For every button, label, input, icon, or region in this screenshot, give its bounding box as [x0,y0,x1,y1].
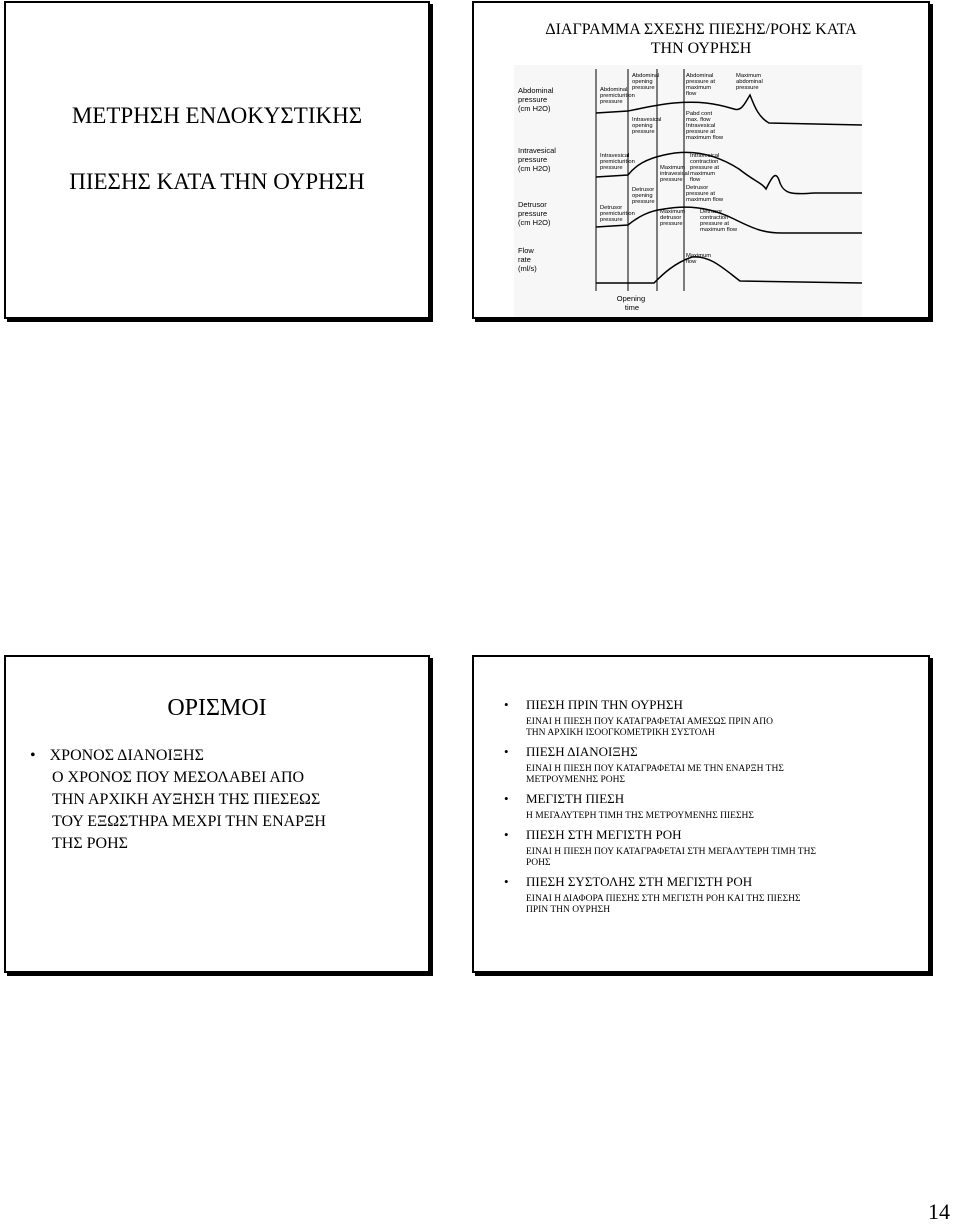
definition-text-line: ΤΗΝ ΑΡΧΙΚΗ ΙΣΟΟΓΚΟΜΕΤΡΙΚΗ ΣΥΣΤΟΛΗ [526,728,715,738]
definition-item [504,827,908,869]
definition-text-line: Η ΜΕΓΑΛΥΤΕΡΗ ΤΙΜΗ ΤΗΣ ΜΕΤΡΟΥΜΕΝΗΣ ΠΙΕΣΗΣ [526,811,754,821]
definition-heading: ΠΙΕΣΗ ΣΤΗ ΜΕΓΙΣΤΗ ΡΟΗ [526,827,682,842]
det-opening-label: Detrusor opening pressure [632,187,655,205]
slide-3-title: ΟΡΙΣΜΟΙ [167,695,267,721]
flow-max-label: Maximum flow [686,253,712,265]
intra-premicturition-label: Intravesical premicturition pressure [600,153,635,171]
bullet-glyph: • [504,827,509,842]
definition-heading: ΠΙΕΣΗ ΣΥΣΤΟΛΗΣ ΣΤΗ ΜΕΓΙΣΤΗ ΡΟΗ [526,874,753,889]
abd-max-label: Maximum abdominal pressure [736,73,763,91]
abd-premicturition-label: Abdominal premicturition pressure [600,87,635,105]
definition-text-line: ΕΙΝΑΙ Η ΠΙΕΣΗ ΠΟΥ ΚΑΤΑΓΡΑΦΕΤΑΙ ΣΤΗ ΜΕΓΑΛΥΤΕΡΗ ΤΙΜΗ ΤΗΣ [526,847,816,857]
slide-2-title [474,20,928,58]
definition-item [504,744,908,786]
slide-4 [472,655,930,973]
definition-item [504,791,908,822]
pressure-flow-diagram [514,65,862,317]
definition-text-line: ΕΙΝΑΙ Η ΔΙΑΦΟΡΑ ΠΙΕΣΗΣ ΣΤΗ ΜΕΓΙΣΤΗ ΡΟΗ ΚΑΙ ΤΗΣ ΠΙΕΣΗΣ [526,894,801,904]
slide-4-body [504,697,908,921]
bullet-item [30,745,408,767]
slide-1-title-line-2: ΠΙΕΣΗΣ ΚΑΤΑ ΤΗΝ ΟΥΡΗΣΗ [69,169,365,194]
intra-max-flow-label: Intravesical pressure at maximum flow [686,123,724,141]
slide-1-title-line-1: ΜΕΤΡΗΣΗ ΕΝΔΟΚΥΣΤΙΚΗΣ [71,103,363,128]
slide-2-title-line-2: ΤΗΝ ΟΥΡΗΣΗ [650,40,752,57]
slide-2-title-line-1: ΔΙΑΓΡΑΜΜΑ ΣΧΕΣΗΣ ΠΙΕΣΗΣ/ΡΟΗΣ ΚΑΤΑ [545,21,857,38]
definition-heading: ΠΙΕΣΗ ΠΡΙΝ ΤΗΝ ΟΥΡΗΣΗ [526,697,683,712]
intra-max-label: Maximum intravesical pressure [660,165,689,183]
abd-opening-label: Abdominal opening pressure [632,73,660,91]
slide-3-body [30,745,408,855]
definition-text-line: ΜΕΤΡΟΥΜΕΝΗΣ ΡΟΗΣ [526,775,625,785]
intra-opening-label: Intravesical opening pressure [632,117,662,135]
slide-2 [472,1,930,319]
det-contraction-label: Detrusor contraction pressure at maximum flow [700,209,738,233]
det-max-flow-label: Detrusor pressure at maximum flow [686,185,724,203]
definition-heading: ΠΙΕΣΗ ΔΙΑΝΟΙΞΗΣ [526,744,638,759]
definition-line-4: ΤΗΣ ΡΟΗΣ [52,835,128,852]
definition-heading: ΜΕΓΙΣΤΗ ΠΙΕΣΗ [526,791,625,806]
pabd-cont-label: Pabd cont max. flow [686,111,713,123]
bullet-glyph: • [504,791,509,806]
det-premicturition-label: Detrusor premicturition pressure [600,205,635,223]
definition-text-line: ΡΟΗΣ [526,858,551,868]
definition-text-line: ΕΙΝΑΙ Η ΠΙΕΣΗ ΠΟΥ ΚΑΤΑΓΡΑΦΕΤΑΙ ΜΕ ΤΗΝ ΕΝΑΡΞΗ ΤΗΣ [526,764,784,774]
bullet-glyph: • [504,874,509,889]
definition-item [504,697,908,739]
definition-text-line: ΠΡΙΝ ΤΗΝ ΟΥΡΗΣΗ [526,905,611,915]
abd-max-flow-label: Abdominal pressure at maximum flow [686,73,715,97]
definition-line-2: ΤΗΝ ΑΡΧΙΚΗ ΑΥΞΗΣΗ ΤΗΣ ΠΙΕΣΕΩΣ [52,791,321,808]
detrusor-row-label: Detrusor pressure (cm H2O) [518,200,551,227]
definition-line-1: Ο ΧΡΟΝΟΣ ΠΟΥ ΜΕΣΟΛΑΒΕΙ ΑΠΟ [52,769,305,786]
bullet-glyph: • [504,697,509,712]
bullet-glyph: • [30,747,36,764]
abdominal-row-label: Abdominal pressure (cm H2O) [518,86,554,113]
slide-3 [4,655,430,973]
intravesical-row-label: Intravesical pressure (cm H2O) [518,146,556,173]
definition-item [504,874,908,916]
flow-row-label: Flow rate (ml/s) [518,246,537,273]
det-max-label: Maximum detrusor pressure [660,209,686,227]
opening-time-label: Opening time [616,294,646,312]
intra-contraction-label: Intravesical contraction pressure at maximum flow [690,153,720,183]
bullet-glyph: • [504,744,509,759]
page-number: 14 [928,1199,950,1224]
bullet-label: ΧΡΟΝΟΣ ΔΙΑΝΟΙΞΗΣ [49,747,204,764]
definition-line-3: ΤΟΥ ΕΞΩΣΤΗΡΑ ΜΕΧΡΙ ΤΗΝ ΕΝΑΡΞΗ [52,813,326,830]
definition-text-line: ΕΙΝΑΙ Η ΠΙΕΣΗ ΠΟΥ ΚΑΤΑΓΡΑΦΕΤΑΙ ΑΜΕΣΩΣ ΠΡΙΝ ΑΠΟ [526,717,774,727]
slide-1 [4,1,430,319]
definition [30,767,408,855]
